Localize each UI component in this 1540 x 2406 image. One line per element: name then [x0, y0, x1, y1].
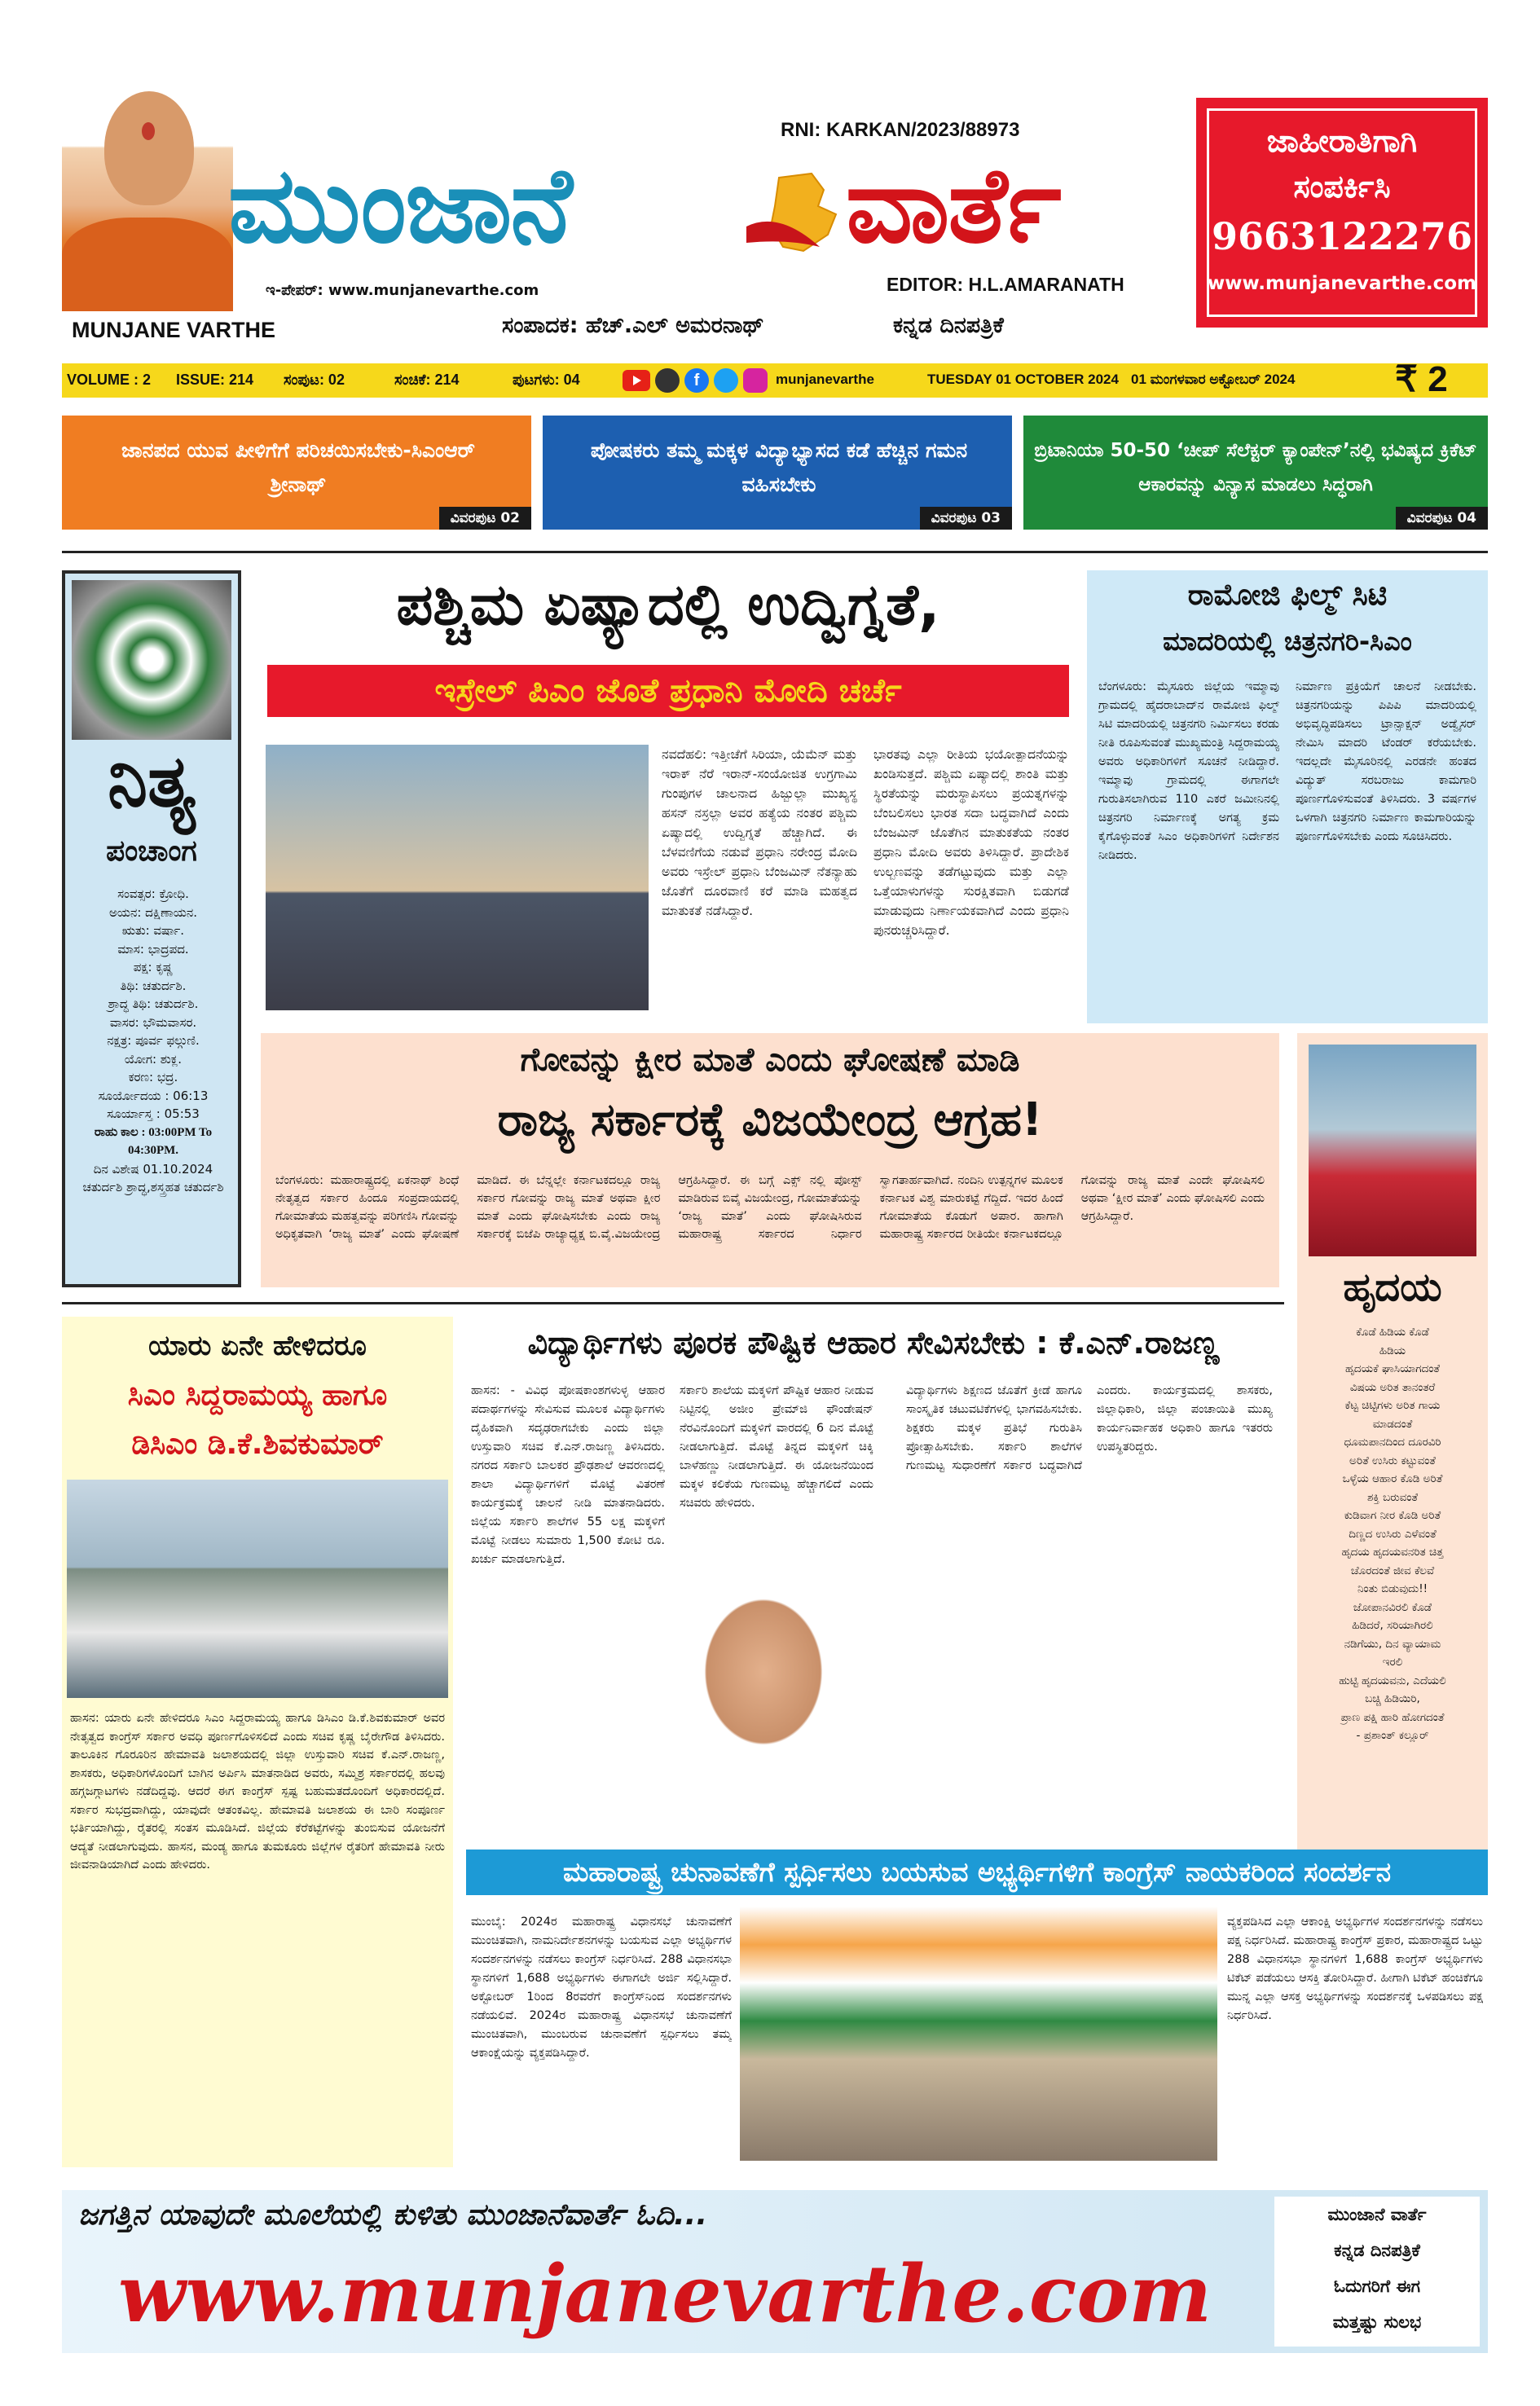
epaper-url[interactable]: ಇ-ಪೇಪರ್: www.munjanevarthe.com: [266, 282, 539, 299]
congress-col2: ವ್ಯಕ್ತಪಡಿಸಿದ ಎಲ್ಲಾ ಆಕಾಂಕ್ಷಿ ಅಭ್ಯರ್ಥಿಗಳ ಸಂದರ್ಶನಗಳನ್ನು ನಡೆಸಲು ಪಕ್ಷ ನಿರ್ಧರಿಸಿದೆ. ಮಹಾರಾಷ್ಟ್ರ ಕಾಂಗ್ರೆಸ್ ಪ್ರಕಾರ, ಮಹಾರಾಷ್ಟ್ರದ ಒಟ್ಟು 288 ವಿಧಾನಸಭಾ ಸ್ಥಾನಗಳಿಗೆ 1,688 ಕಾಂಗ್ರೆಸ್ ಅಭ್ಯರ್ಥಿಗಳು ಟಿಕೆಟ್ ಪಡೆಯಲು ಆಸಕ್ತಿ ತೋರಿಸಿದ್ದಾರೆ. ಹೀಗಾಗಿ ಟಿಕೆಟ್ ಹಂಚಿಕೆಗೂ ಮುನ್ನ ಎಲ್ಲಾ ಆಸಕ್ತ ಅಭ್ಯರ್ಥಿಗಳನ್ನು ಸಂದರ್ಶನಕ್ಕೆ ಒಳಪಡಿಸಲು ಪಕ್ಷ ನಿರ್ಧರಿಸಿದೆ.: [1227, 1916, 1483, 2022]
editor-kannada: ಸಂಪಾದಕ: ಹೆಚ್.ಎಲ್ ಅಮರನಾಥ್: [502, 313, 764, 338]
rajanna-col2: ಸರ್ಕಾರಿ ಶಾಲೆಯ ಮಕ್ಕಳಿಗೆ ಪೌಷ್ಟಿಕ ಆಹಾರ ನೀಡುವ ನಿಟ್ಟಿನಲ್ಲಿ ಅಜೀಂ ಪ್ರೇಮ್‌ಜಿ ಫೌಂಡೇಷನ್ ನೆರವಿನೊಂದಿಗೆ ಮಕ್ಕಳಿಗೆ ವಾರದಲ್ಲಿ 6 ದಿನ ಮೊಟ್ಟೆ ನೀಡಲಾಗುತ್ತಿದೆ. ಮೊಟ್ಟೆ ತಿನ್ನದ ಮಕ್ಕಳಿಗೆ ಚಿಕ್ಕಿ ಬಾಳೆಹಣ್ಣು ನೀಡಲಾಗುತ್ತಿದೆ. ಈ ಯೋಜನೆಯಿಂದ ಮಕ್ಕಳ ಕಲಿಕೆಯ ಗುಣಮಟ್ಟ ಹೆಚ್ಚಾಗಲಿದೆ ಎಂದು ಸಚಿವರು ಹೇಳಿದರು.: [680, 1384, 873, 1510]
teaser-1-page[interactable]: ವಿವರಪುಟ 02: [439, 507, 531, 530]
heart-umbrella-image: [1309, 1045, 1476, 1256]
advertise-box: [1196, 98, 1488, 328]
footer-side-3: ಓದುಗರಿಗೆ ಈಗ: [1334, 2276, 1420, 2296]
price: ₹ 2: [1395, 359, 1448, 399]
panchanga-line: ಮಾಸ: ಭಾದ್ರಪದ.: [117, 941, 189, 957]
rni-number: RNI: KARKAN/2023/88973: [781, 119, 1020, 141]
ramoji-story: [1087, 570, 1488, 1023]
divider: [62, 551, 1488, 553]
poem-line: ಧೂಮಪಾನದಿಂದ ದೂರವಿರಿ: [1344, 1436, 1441, 1449]
poem-line: ಹೃದಯಕೆ ಘಾಸಿಯಾಗದಂತೆ: [1344, 1362, 1441, 1375]
title-right: ವಾರ್ತೆ: [846, 145, 1060, 266]
title-left: ಮುಂಜಾನೆ: [228, 145, 571, 266]
poem-line: ನಡಿಗೆಯು, ದಿನ ವ್ಯಾಯಾಮ: [1344, 1637, 1441, 1651]
panchanga-line: ಕರಣ: ಭದ್ರ.: [128, 1070, 178, 1084]
poem-line: ಶಕ್ತಿ ಬರುವಂತೆ: [1366, 1490, 1419, 1504]
hrudaya-box: [1297, 1033, 1488, 1854]
teaser-2-page[interactable]: ವಿವರಪುಟ 03: [920, 507, 1012, 530]
poem-line: ಹೃದಯ ಹೃದಯವನರಿತ ಚಿತ್ತ: [1341, 1546, 1444, 1559]
facebook-icon[interactable]: f: [684, 368, 709, 393]
panchanga-line: ಪಕ್ಷ: ಕೃಷ್ಣ: [133, 960, 174, 974]
lead-col1: ನವದೆಹಲಿ: ಇತ್ತೀಚೆಗೆ ಸಿರಿಯಾ, ಯೆಮೆನ್ ಮತ್ತು ಇರಾಕ್ ನೆರೆ ಇರಾನ್-ಸಂಯೋಜಿತ ಉಗ್ರಗಾಮಿ ಗುಂಪುಗಳ ಚಾಲನಾದ ಹಿಜ್ಬುಲ್ಲಾ ಮುಖ್ಯಸ್ಥ ಹಸನ್ ನಸ್ರಲ್ಲಾ ಅವರ ಹತ್ಯೆಯ ನಂತರ ಪಶ್ಚಿಮ ಏಷ್ಯಾದಲ್ಲಿ ಉದ್ವಿಗ್ನತೆ ಹೆಚ್ಚಾಗಿದೆ. ಈ ಬೆಳವಣಿಗೆಯ ನಡುವೆ ಪ್ರಧಾನಿ ನರೇಂದ್ರ ಮೋದಿ ಅವರು ಇಸ್ರೇಲ್ ಪ್ರಧಾನಿ ಬೆಂಜಮಿನ್ ನೆತನ್ಯಾಹು ಜೊತೆಗೆ ದೂರವಾಣಿ ಕರೆ ಮಾಡಿ ಮಹತ್ವದ ಮಾತುಕತೆ ನಡೆಸಿದ್ದಾರೆ.: [662, 747, 857, 918]
hrudaya-title: ಹೃದಯ: [1343, 1265, 1442, 1310]
cm-kicker: ಯಾರು ಏನೇ ಹೇಳಿದರೂ: [148, 1330, 367, 1362]
poem-line: - ಪ್ರಶಾಂತ್ ಕಲ್ಲೂರ್: [1356, 1729, 1429, 1742]
footer-side: [1274, 2197, 1480, 2347]
info-bar: [62, 359, 1488, 399]
poem-line: ಬಚ್ಚಿ ಹಿಡಿಯಿರಿ,: [1365, 1692, 1420, 1705]
teaser-2-text: ಪೋಷಕರು ತಮ್ಮ ಮಕ್ಕಳ ವಿದ್ಯಾಭ್ಯಾಸದ ಕಡೆ ಹೆಚ್ಚಿನ ಗಮನ ವಹಿಸಬೇಕು: [590, 438, 968, 496]
footer-side-4: ಮತ್ತಷ್ಟು ಸುಲಭ: [1332, 2312, 1422, 2332]
rajanna-headline: ವಿದ್ಯಾರ್ಥಿಗಳು ಪೂರಕ ಪೌಷ್ಟಿಕ ಆಹಾರ ಸೇವಿಸಬೇಕು : ಕೆ.ಎನ್.ರಾಜಣ್ಣ: [527, 1325, 1220, 1361]
congress-rally-photo: [740, 1907, 1217, 2161]
instagram-icon[interactable]: [743, 368, 768, 393]
congress-col1: ಮುಂಬೈ: 2024ರ ಮಹಾರಾಷ್ಟ್ರ ವಿಧಾನಸಭೆ ಚುನಾವಣೆಗೆ ಮುಂಚಿತವಾಗಿ, ನಾಮನಿರ್ದೇಶನಗಳನ್ನು ಬಯಸುವ ಎಲ್ಲಾ ಅಭ್ಯರ್ಥಿಗಳ ಸಂದರ್ಶನಗಳನ್ನು ನಡೆಸಲು ಕಾಂಗ್ರೆಸ್ ನಿರ್ಧರಿಸಿದೆ. 288 ವಿಧಾನಸಭಾ ಸ್ಥಾನಗಳಿಗೆ 1,688 ಅಭ್ಯರ್ಥಿಗಳು ಈಗಾಗಲೇ ಅರ್ಜಿ ಸಲ್ಲಿಸಿದ್ದಾರೆ. ಅಕ್ಟೋಬರ್ 1ರಿಂದ 8ರವರೆಗೆ ಕಾಂಗ್ರೆಸ್‌ನಿಂದ ಸಂದರ್ಶನಗಳು ನಡೆಯಲಿವೆ. 2024ರ ಮಹಾರಾಷ್ಟ್ರ ವಿಧಾನಸಭೆ ಚುನಾವಣೆಗೆ ಮುಂಚಿತವಾಗಿ, ಮುಂಬರುವ ಚುನಾವಣೆಗೆ ಸ್ಪರ್ಧಿಸಲು ತಮ್ಮ ಆಕಾಂಕ್ಷೆಯನ್ನು ವ್ಯಕ್ತಪಡಿಸಿದ್ದಾರೆ.: [471, 1916, 732, 2060]
panchanga-line: ಶ್ರಾದ್ಧ ತಿಥಿ: ಚತುರ್ದಶಿ.: [108, 996, 199, 1011]
panchanga-box: [62, 570, 241, 1287]
ad-phone[interactable]: 9663122276: [1211, 214, 1473, 258]
poem-line: ಮಾಡದಂತೆ: [1372, 1417, 1413, 1431]
footer-side-1: ಮುಂಜಾನೆ ವಾರ್ತೆ: [1327, 2205, 1427, 2224]
poem-line: ಹಿಡಿದರೆ, ಸರಿಯಾಗಿರಲಿ: [1352, 1619, 1433, 1632]
bagina-photo: [67, 1480, 448, 1698]
poem-line: ಕೊಡೆ ಹಿಡಿಯ ಕೊಡೆ: [1356, 1326, 1429, 1339]
cm-line3: ಡಿಸಿಎಂ ಡಿ.ಕೆ.ಶಿವಕುಮಾರ್: [131, 1427, 384, 1461]
modi-netanyahu-photo: [266, 745, 649, 1010]
hrudaya-poem: [1305, 1323, 1480, 1745]
poem-line: ಕುಡಿವಾಗ ನೀರ ಕೊಡಿ ಅರಿತೆ: [1344, 1509, 1441, 1522]
panchanga-line: ಯೋಗ: ಶುಕ್ಲ.: [124, 1051, 183, 1067]
volume: VOLUME : 2: [67, 372, 152, 388]
poem-line: ಪ್ರಾಣ ಪಕ್ಷಿ ಹಾರಿ ಹೋಗದಂತೆ: [1340, 1710, 1445, 1724]
rajanna-col3: ವಿದ್ಯಾರ್ಥಿಗಳು ಶಿಕ್ಷಣದ ಜೊತೆಗೆ ಕ್ರೀಡೆ ಹಾಗೂ ಸಾಂಸ್ಕೃತಿಕ ಚಟುವಟಿಕೆಗಳಲ್ಲಿ ಭಾಗವಹಿಸಬೇಕು. ಶಿಕ್ಷಕರು ಮಕ್ಕಳ ಪ್ರತಿಭೆ ಗುರುತಿಸಿ ಪ್ರೋತ್ಸಾಹಿಸಬೇಕು. ಸರ್ಕಾರಿ ಶಾಲೆಗಳ ಗುಣಮಟ್ಟ ಸುಧಾರಣೆಗೆ ಸರ್ಕಾರ ಬದ್ಧವಾಗಿದೆ ಎಂದರು. ಕಾರ್ಯಕ್ರಮದಲ್ಲಿ ಶಾಸಕರು, ಜಿಲ್ಲಾಧಿಕಾರಿ, ಜಿಲ್ಲಾ ಪಂಚಾಯಿತಿ ಮುಖ್ಯ ಕಾರ್ಯನಿರ್ವಾಹಕ ಅಧಿಕಾರಿ ಹಾಗೂ ಇತರರು ಉಪಸ್ಥಿತರಿದ್ದರು.: [906, 1384, 1273, 1472]
congress-story: [466, 1850, 1488, 2169]
social-handle: munjanevarthe: [776, 372, 874, 387]
teaser-1[interactable]: [62, 416, 531, 530]
panchanga-line: ರಾಹು ಕಾಲ : 03:00PM To 04:30PM.: [94, 1125, 213, 1157]
issue: ISSUE: 214: [176, 372, 254, 388]
teaser-3-text: ಬ್ರಿಟಾನಿಯಾ 50-50 ‘ಚೀಪ್ ಸೆಲೆಕ್ಟರ್ ಕ್ಯಾಂಪೇನ್’ನಲ್ಲಿ ಭವಿಷ್ಯದ ಕ್ರಿಕೆಟ್ ಆಕಾರವನ್ನು ವಿನ್ಯಾಸ ಮಾಡಲು ಸಿದ್ಧರಾಗಿ: [1034, 440, 1477, 495]
ramoji-col2: ನಿರ್ಮಾಣ ಪ್ರಕ್ರಿಯೆಗೆ ಚಾಲನೆ ನೀಡಬೇಕು. ಚಿತ್ರನಗರಿಯನ್ನು ಪಿಪಿಪಿ ಮಾದರಿಯಲ್ಲಿ ಅಭಿವೃದ್ಧಿಪಡಿಸಲು ಟ್ರಾನ್ಸಾಕ್ಷನ್ ಅಡ್ವೈಸರ್ ನೇಮಿಸಿ ಮಾದರಿ ಟೆಂಡರ್ ಕರೆಯಬೇಕು. ಇದಲ್ಲದೇ ಮೈಸೂರಿನಲ್ಲಿ ಎರಡನೇ ಹಂತದ ವಿದ್ಯುತ್ ಸರಬರಾಜು ಕಾಮಗಾರಿ ಪೂರ್ಣಗೊಳಿಸುವಂತೆ ತಿಳಿಸಿದರು. 3 ವರ್ಷಗಳ ಒಳಗಾಗಿ ಚಿತ್ರನಗರಿ ನಿರ್ಮಾಣ ಕಾಮಗಾರಿಯನ್ನು ಪೂರ್ಣಗೊಳಿಸಬೇಕು ಎಂದು ಸೂಚಿಸಿದರು.: [1296, 680, 1476, 843]
gov-story: [261, 1033, 1279, 1287]
ramoji-headline1: ರಾಮೋಜಿ ಫಿಲ್ಮ್ ಸಿಟಿ: [1187, 578, 1388, 612]
cm-story: [62, 1317, 453, 2167]
poem-line: ಅರಿತೆ ಉಸಿರು ಕಟ್ಟುವಂತೆ: [1349, 1454, 1436, 1467]
ramoji-col1: ಬೆಂಗಳೂರು: ಮೈಸೂರು ಜಿಲ್ಲೆಯ ಇಮ್ಮಾವು ಗ್ರಾಮದಲ್ಲಿ ಹೈದರಾಬಾದ್‌ನ ರಾಮೋಜಿ ಫಿಲ್ಮ್ ಸಿಟಿ ಮಾದರಿಯಲ್ಲಿ ಚಿತ್ರನಗರಿ ನಿರ್ಮಿಸಲು ಕರಡು ನೀತಿ ರೂಪಿಸುವಂತೆ ಮುಖ್ಯಮಂತ್ರಿ ಸಿದ್ದರಾಮಯ್ಯ ಅವರು ಅಧಿಕಾರಿಗಳಿಗೆ ಸೂಚನೆ ನೀಡಿದ್ದಾರೆ. ಇಮ್ಮಾವು ಗ್ರಾಮದಲ್ಲಿ ಈಗಾಗಲೇ ಗುರುತಿಸಲಾಗಿರುವ 110 ಎಕರೆ ಜಮೀನಿನಲ್ಲಿ ಚಿತ್ರನಗರಿ ನಿರ್ಮಾಣಕ್ಕೆ ಅಗತ್ಯ ಕ್ರಮ ಕೈಗೊಳ್ಳುವಂತೆ ಸಿಎಂ ಅಧಿಕಾರಿಗಳಿಗೆ ನಿರ್ದೇಶನ ನೀಡಿದರು.: [1098, 680, 1279, 862]
founder-portrait: [62, 75, 233, 311]
twitter-icon[interactable]: [714, 368, 738, 393]
panchanga-title2: ಪಂಚಾಂಗ: [106, 834, 197, 868]
panchanga-line: ತಿಥಿ: ಚತುರ್ದಶಿ.: [120, 978, 187, 993]
panchanga-title1: ನಿತ್ಯ: [108, 739, 196, 823]
panchanga-line: ಸೂರ್ಯೋದಯ : 06:13: [98, 1088, 209, 1103]
ad-line2: ಸಂಪರ್ಕಿಸಿ: [1293, 169, 1391, 205]
cm-body: ಹಾಸನ: ಯಾರು ಏನೇ ಹೇಳಿದರೂ ಸಿಎಂ ಸಿದ್ದರಾಮಯ್ಯ ಹಾಗೂ ಡಿಸಿಎಂ ಡಿ.ಕೆ.ಶಿವಕುಮಾರ್ ಅವರ ನೇತೃತ್ವದ ಕಾಂಗ್ರೆಸ್ ಸರ್ಕಾರ ಅವಧಿ ಪೂರ್ಣಗೊಳಿಸಲಿದೆ ಎಂದು ಸಚಿವ ಕೃಷ್ಣ ಬೈರೇಗೌಡ ತಿಳಿಸಿದರು. ತಾಲೂಕಿನ ಗೊರೂರಿನ ಹೇಮಾವತಿ ಜಲಾಶಯದಲ್ಲಿ ಜಿಲ್ಲಾ ಉಸ್ತುವಾರಿ ಸಚಿವ ಕೆ.ಎನ್.ರಾಜಣ್ಣ, ಶಾಸಕರು, ಅಧಿಕಾರಿಗಳೊಂದಿಗೆ ಬಾಗಿನ ಅರ್ಪಿಸಿ ಮಾತನಾಡಿದ ಅವರು, ಸಮ್ಮಿಶ್ರ ಸರ್ಕಾರದಲ್ಲಿ ಹಲವು ಹಗ್ಗಜಗ್ಗಾಟಗಳು ನಡೆದಿದ್ದವು. ಆದರೆ ಈಗ ಕಾಂಗ್ರೆಸ್ ಸ್ಪಷ್ಟ ಬಹುಮತದೊಂದಿಗೆ ಅಧಿಕಾರದಲ್ಲಿದೆ. ಸರ್ಕಾರ ಸುಭದ್ರವಾಗಿದ್ದು, ಯಾವುದೇ ಆತಂಕವಿಲ್ಲ. ಹೇಮಾವತಿ ಜಲಾಶಯ ಈ ಬಾರಿ ಸಂಪೂರ್ಣ ಭರ್ತಿಯಾಗಿದ್ದು, ರೈತರಲ್ಲಿ ಸಂತಸ ಮೂಡಿಸಿದೆ. ಜಿಲ್ಲೆಯ ಕೆರೆಕಟ್ಟೆಗಳನ್ನು ತುಂಬಿಸುವ ಯೋಜನೆಗೆ ಆದ್ಯತೆ ನೀಡಲಾಗುವುದು. ಹಾಸನ, ಮಂಡ್ಯ ಹಾಗೂ ತುಮಕೂರು ಜಿಲ್ಲೆಗಳ ರೈತರಿಗೆ ಹೇಮಾವತಿ ನೀರು ಜೀವನಾಡಿಯಾಗಿದೆ ಎಂದು ಹೇಳಿದರು.: [70, 1712, 445, 1872]
panchanga-line: ಸೂರ್ಯಾಸ್ತ : 05:53: [107, 1106, 200, 1121]
pages: ಪುಟಗಳು: 04: [513, 372, 580, 388]
lead-headline: ಪಶ್ಚಿಮ ಏಷ್ಯಾದಲ್ಲಿ ಉದ್ವಿಗ್ನತೆ,: [396, 571, 940, 638]
footer-tagline: ಜಗತ್ತಿನ ಯಾವುದೇ ಮೂಲೆಯಲ್ಲಿ ಕುಳಿತು ಮುಂಜಾನೆವಾರ್ತೆ ಓದಿ...: [78, 2198, 707, 2232]
cm-line2: ಸಿಎಂ ಸಿದ್ದರಾಮಯ್ಯ ಹಾಗೂ: [127, 1379, 388, 1412]
sampata: ಸಂಪುಟ: 02: [284, 372, 345, 388]
teaser-2[interactable]: [543, 416, 1012, 530]
rangoli-image: [72, 580, 231, 740]
poem-line: ಕೆಟ್ಟ ಚಿಟ್ಟಿಗಳು ಅರಿತ ಗಾಯ: [1344, 1399, 1441, 1412]
lead-subhead: ಇಸ್ರೇಲ್ ಪಿಎಂ ಜೊತೆ ಪ್ರಧಾನಿ ಮೋದಿ ಚರ್ಚೆ: [267, 665, 1069, 717]
panchanga-line: ವಾಸರ: ಭೌಮವಾಸರ.: [109, 1014, 197, 1030]
masthead: [62, 72, 1488, 349]
poem-line: ವಿಷಯ ಅರಿತ ತಾನಂತರೆ: [1349, 1380, 1436, 1394]
sanchike: ಸಂಚಿಕೆ: 214: [394, 372, 460, 388]
ad-line1: ಜಾಹೀರಾತಿಗಾಗಿ: [1266, 123, 1418, 159]
poem-line: ನಿಂತು ಬಿಡುವುದು!!: [1357, 1582, 1428, 1595]
panchanga-lines: [73, 885, 233, 1197]
congress-headline: ಮಹಾರಾಷ್ಟ್ರ ಚುನಾವಣೆಗೆ ಸ್ಪರ್ಧಿಸಲು ಬಯಸುವ ಅಭ್ಯರ್ಥಿಗಳಿಗೆ ಕಾಂಗ್ರೆಸ್ ನಾಯಕರಿಂದ ಸಂದರ್ಶನ: [466, 1850, 1488, 1895]
editor-english: EDITOR: H.L.AMARANATH: [887, 274, 1124, 295]
lead-col2: ಭಾರತವು ಎಲ್ಲಾ ರೀತಿಯ ಭಯೋತ್ಪಾದನೆಯನ್ನು ಖಂಡಿಸುತ್ತದೆ. ಪಶ್ಚಿಮ ಏಷ್ಯಾದಲ್ಲಿ ಶಾಂತಿ ಮತ್ತು ಸ್ಥಿರತೆಯನ್ನು ಮರುಸ್ಥಾಪಿಸಲು ಪ್ರಯತ್ನಗಳನ್ನು ಬೆಂಬಲಿಸಲು ಭಾರತ ಸದಾ ಬದ್ಧವಾಗಿದೆ ಎಂದು ಬೆಂಜಮಿನ್ ಜೊತೆಗಿನ ಮಾತುಕತೆಯ ನಂತರ ಪ್ರಧಾನಿ ಮೋದಿ ಅವರು ತಿಳಿಸಿದ್ದಾರೆ. ಪ್ರಾದೇಶಿಕ ಉಲ್ಬಣವನ್ನು ತಡೆಗಟ್ಟುವುದು ಮತ್ತು ಎಲ್ಲಾ ಒತ್ತೆಯಾಳುಗಳನ್ನು ಸುರಕ್ಷಿತವಾಗಿ ಬಿಡುಗಡೆ ಮಾಡುವುದು ನಿರ್ಣಾಯಕವಾಗಿದೆ ಎಂದು ಪ್ರಧಾನಿ ಪುನರುಚ್ಚರಿಸಿದ್ದಾರೆ.: [873, 747, 1069, 938]
ramoji-headline2: ಮಾದರಿಯಲ್ಲಿ ಚಿತ್ರನಗರಿ-ಸಿಎಂ: [1163, 626, 1412, 657]
footer-side-2: ಕನ್ನಡ ದಿನಪತ್ರಿಕೆ: [1334, 2241, 1420, 2260]
footer-url[interactable]: www.munjanevarthe.com: [118, 2248, 1212, 2340]
poem-line: ದಿಣ್ಣದ ಉಸಿರು ಎಳೆವಂತೆ: [1349, 1527, 1437, 1541]
lead-story: [261, 570, 1076, 1023]
panchanga-line: ಚತುರ್ದಶಿ ಶ್ರಾದ್ಧ,ಶಸ್ತ್ರಹತ ಚತುರ್ದಶಿ: [82, 1180, 224, 1194]
poem-line: ಚೊರದಂತೆ ಜೀವ ಕೆಲವೆ: [1350, 1564, 1435, 1577]
poem-line: ಇರಲಿ: [1382, 1656, 1403, 1669]
divider: [62, 1302, 1284, 1304]
karnataka-map-icon: [746, 169, 852, 259]
rajanna-col1: ಹಾಸನ: - ವಿವಿಧ ಪೋಷಕಾಂಶಗಳುಳ್ಳ ಆಹಾರ ಪದಾರ್ಥಗಳನ್ನು ಸೇವಿಸುವ ಮೂಲಕ ವಿದ್ಯಾರ್ಥಿಗಳು ದೈಹಿಕವಾಗಿ ಸದೃಢರಾಗಬೇಕು ಎಂದು ಜಿಲ್ಲಾ ಉಸ್ತುವಾರಿ ಸಚಿವ ಕೆ.ಎನ್.ರಾಜಣ್ಣ ತಿಳಿಸಿದರು. ನಗರದ ಸರ್ಕಾರಿ ಬಾಲಕರ ಪ್ರೌಢಶಾಲೆ ಆವರಣದಲ್ಲಿ ಶಾಲಾ ವಿದ್ಯಾರ್ಥಿಗಳಿಗೆ ಮೊಟ್ಟೆ ವಿತರಣೆ ಕಾರ್ಯಕ್ರಮಕ್ಕೆ ಚಾಲನೆ ನೀಡಿ ಮಾತನಾಡಿದರು. ಜಿಲ್ಲೆಯ ಸರ್ಕಾರಿ ಶಾಲೆಗಳ 55 ಲಕ್ಷ ಮಕ್ಕಳಿಗೆ ಮೊಟ್ಟೆ ನೀಡಲು ಸುಮಾರು 1,500 ಕೋಟಿ ರೂ. ಖರ್ಚು ಮಾಡಲಾಗುತ್ತಿದೆ.: [471, 1384, 665, 1566]
brand-english: MUNJANE VARTHE: [72, 318, 276, 342]
panchanga-line: ಅಯನ: ದಕ್ಷಿಣಾಯನ.: [109, 904, 197, 920]
panchanga-line: ದಿನ ವಿಶೇಷ 01.10.2024: [93, 1161, 213, 1177]
youtube-icon[interactable]: [623, 370, 650, 391]
teaser-1-text: ಜಾನಪದ ಯುವ ಪೀಳಿಗೆಗೆ ಪರಿಚಯಿಸಬೇಕು-ಸಿಎಂಆರ್ ಶ್ರೀನಾಥ್: [121, 438, 475, 496]
rajanna-story: [466, 1317, 1281, 1846]
web-icon[interactable]: [655, 368, 680, 393]
rajanna-photo: [629, 1561, 898, 1838]
teaser-3-page[interactable]: ವಿವರಪುಟ 04: [1396, 507, 1488, 530]
poem-line: ಹಿಡಿಯ: [1379, 1344, 1406, 1357]
gov-headline1: ಗೋವನ್ನು ಕ್ಷೀರ ಮಾತೆ ಎಂದು ಘೋಷಣೆ ಮಾಡಿ: [520, 1041, 1020, 1079]
ad-website[interactable]: www.munjanevarthe.com: [1207, 273, 1477, 294]
teaser-3[interactable]: [1023, 416, 1488, 530]
gov-headline2: ರಾಜ್ಯ ಸರ್ಕಾರಕ್ಕೆ ವಿಜಯೇಂದ್ರ ಆಗ್ರಹ!: [497, 1093, 1043, 1146]
panchanga-line: ಋತು: ವರ್ಷಾ.: [121, 923, 185, 938]
panchanga-line: ನಕ್ಷತ್ರ: ಪೂರ್ವ ಫಲ್ಗುಣಿ.: [107, 1033, 200, 1048]
date-english: TUESDAY 01 OCTOBER 2024: [927, 372, 1119, 387]
panchanga-line: ಸಂವತ್ಸರ: ಕ್ರೋಧಿ.: [117, 886, 189, 901]
daily-kannada: ಕನ್ನಡ ದಿನಪತ್ರಿಕೆ: [893, 313, 1004, 338]
date-kannada: 01 ಮಂಗಳವಾರ ಅಕ್ಟೋಬರ್ 2024: [1131, 372, 1296, 387]
gov-body: ಬೆಂಗಳೂರು: ಮಹಾರಾಷ್ಟ್ರದಲ್ಲಿ ಏಕನಾಥ್ ಶಿಂಧೆ ನೇತೃತ್ವದ ಸರ್ಕಾರ ಹಿಂದೂ ಸಂಪ್ರದಾಯದಲ್ಲಿ ಗೋಮಾತೆಯ ಮಹತ್ವವನ್ನು ಪರಿಗಣಿಸಿ ಗೋವನ್ನು ಅಧಿಕೃತವಾಗಿ ‘ರಾಜ್ಯ ಮಾತೆ’ ಎಂದು ಘೋಷಣೆ ಮಾಡಿದೆ. ಈ ಬೆನ್ನಲ್ಲೇ ಕರ್ನಾಟಕದಲ್ಲೂ ರಾಜ್ಯ ಸರ್ಕಾರ ಗೋವನ್ನು ರಾಜ್ಯ ಮಾತೆ ಅಥವಾ ಕ್ಷೀರ ಮಾತೆ ಎಂದು ಘೋಷಿಸಬೇಕು ಎಂದು ರಾಜ್ಯ ಸರ್ಕಾರಕ್ಕೆ ಬಿಜೆಪಿ ರಾಜ್ಯಾಧ್ಯಕ್ಷ ಬಿ.ವೈ.ವಿಜಯೇಂದ್ರ ಆಗ್ರಹಿಸಿದ್ದಾರೆ. ಈ ಬಗ್ಗೆ ಎಕ್ಸ್ ನಲ್ಲಿ ಪೋಸ್ಟ್ ಮಾಡಿರುವ ಬಿವೈ ವಿಜಯೇಂದ್ರ, ಗೋಮಾತೆಯನ್ನು ‘ರಾಜ್ಯ ಮಾತೆ’ ಎಂದು ಘೋಷಿಸಿರುವ ಮಹಾರಾಷ್ಟ್ರ ಸರ್ಕಾರದ ನಿರ್ಧಾರ ಸ್ವಾಗತಾರ್ಹವಾಗಿದೆ. ನಂದಿನಿ ಉತ್ಪನ್ನಗಳ ಮೂಲಕ ಕರ್ನಾಟಕ ವಿಶ್ವ ಮಾರುಕಟ್ಟೆ ಗೆದ್ದಿದೆ. ಇದರ ಹಿಂದೆ ಗೋಮಾತೆಯ ಕೊಡುಗೆ ಅಪಾರ. ಹಾಗಾಗಿ ಮಹಾರಾಷ್ಟ್ರ ಸರ್ಕಾರದ ರೀತಿಯೇ ಕರ್ನಾಟಕದಲ್ಲೂ ಗೋವನ್ನು ರಾಜ್ಯ ಮಾತೆ ಎಂದೇ ಘೋಷಿಸಲಿ ಅಥವಾ ‘ಕ್ಷೀರ ಮಾತೆ’ ಎಂದು ಘೋಷಿಸಲಿ ಎಂದು ಆಗ್ರಹಿಸಿದ್ದಾರೆ.: [275, 1174, 1265, 1241]
poem-line: ಹುಟ್ಟಿ ಹೃದಯವನು, ಎದೆಯಲಿ: [1339, 1674, 1446, 1687]
poem-line: ಒಳ್ಳೆಯ ಆಹಾರ ಕೊಡಿ ಅರಿತೆ: [1342, 1472, 1443, 1485]
footer-banner[interactable]: [62, 2190, 1488, 2353]
poem-line: ಜೋಪಾನವಿರಲಿ ಕೊಡೆ: [1353, 1600, 1432, 1614]
